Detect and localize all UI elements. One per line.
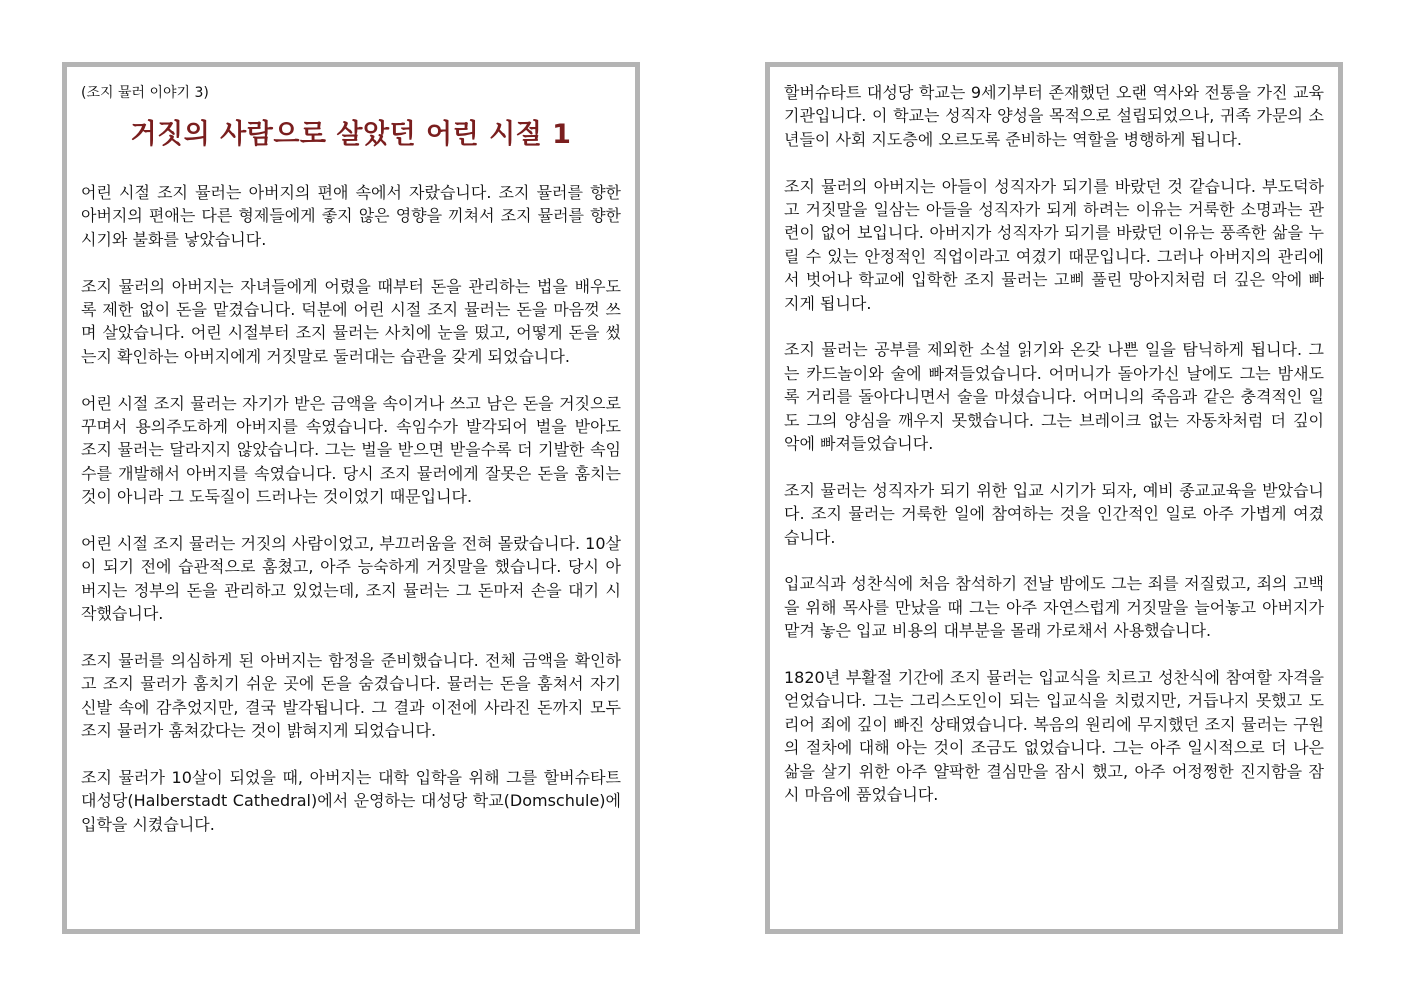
paragraph: 어린 시절 조지 뮬러는 자기가 받은 금액을 속이거나 쓰고 남은 돈을 거짓으로 꾸며서 용의주도하게 아버지를 속였습니다. 속임수가 발각되어 벌을 받아도 조지 뮬러는 달라지지 않았습니다. 그는 벌을 받으면 받을수록 더 기발한 속임수를 개발해서 아버지를 속였습니다. 당시 조지 뮬러에게 잘못은 돈을 훔치는 것이 아니라 그 도둑질이 드러나는 것이었기 때문입니다.: [81, 393, 621, 507]
left-page: [62, 62, 640, 934]
paragraph: 조지 뮬러가 10살이 되었을 때, 아버지는 대학 입학을 위해 그를 할버슈타트 대성당(Halberstadt Cathedral)에서 운영하는 대성당 학교(Domschule)에 입학을 시켰습니다.: [81, 768, 621, 834]
paragraph: 어린 시절 조지 뮬러는 거짓의 사람이었고, 부끄러움을 전혀 몰랐습니다. 10살이 되기 전에 습관적으로 훔쳤고, 아주 능숙하게 거짓말을 했습니다. 당시 아버지는 정부의 돈을 관리하고 있었는데, 조지 뮬러는 그 돈마저 손을 대기 시작했습니다.: [81, 534, 621, 624]
paragraph: 조지 뮬러는 성직자가 되기 위한 입교 시기가 되자, 예비 종교교육을 받았습니다. 조지 뮬러는 거룩한 일에 참여하는 것을 인간적인 일로 아주 가볍게 여겼습니다.: [784, 480, 1324, 547]
paragraph: 어린 시절 조지 뮬러는 아버지의 편애 속에서 자랐습니다. 조지 뮬러를 향한 아버지의 편애는 다른 형제들에게 좋지 않은 영향을 끼쳐서 조지 뮬러를 향한 시기와 불화를 낳았습니다.: [81, 183, 621, 249]
right-page: [765, 62, 1343, 934]
paragraph: 조지 뮬러는 공부를 제외한 소설 읽기와 온갖 나쁜 일을 탐닉하게 됩니다. 그는 카드놀이와 술에 빠져들었습니다. 어머니가 돌아가신 날에도 그는 밤새도록 거리를 돌아다니면서 술을 마셨습니다. 어머니의 죽음과 같은 충격적인 일도 그의 양심을 깨우지 못했습니다. 그는 브레이크 없는 자동차처럼 더 깊이 악에 빠져들었습니다.: [784, 340, 1324, 454]
page-title: 거짓의 사람으로 살았던 어린 시절 1: [130, 119, 572, 150]
paragraph: 조지 뮬러의 아버지는 자녀들에게 어렸을 때부터 돈을 관리하는 법을 배우도록 제한 없이 돈을 맡겼습니다. 덕분에 어린 시절 조지 뮬러는 돈을 마음껏 쓰며 살았습니다. 어린 시절부터 조지 뮬러는 사치에 눈을 떴고, 어떻게 돈을 썼는지 확인하는 아버지에게 거짓말로 둘러대는 습관을 갖게 되었습니다.: [81, 276, 621, 366]
paragraph: 1820년 부활절 기간에 조지 뮬러는 입교식을 치르고 성찬식에 참여할 자격을 얻었습니다. 그는 그리스도인이 되는 입교식을 치렀지만, 거듭나지 못했고 도리어 죄에 깊이 빠진 상태였습니다. 복음의 원리에 무지했던 조지 뮬러는 구원의 절차에 대해 아는 것이 조금도 없었습니다. 그는 아주 일시적으로 더 나은 삶을 살기 위한 아주 얄팍한 결심만을 잠시 했고, 아주 어정쩡한 진지함을 잠시 마음에 품었습니다.: [784, 668, 1324, 805]
paragraph: 할버슈타트 대성당 학교는 9세기부터 존재했던 오랜 역사와 전통을 가진 교육 기관입니다. 이 학교는 성직자 양성을 목적으로 설립되었으나, 귀족 가문의 소년들이 사회 지도층에 오르도록 준비하는 역할을 병행하게 됩니다.: [784, 83, 1324, 149]
right-page-content: [784, 81, 1324, 919]
paragraph: 입교식과 성찬식에 처음 참석하기 전날 밤에도 그는 죄를 저질렀고, 죄의 고백을 위해 목사를 만났을 때 그는 아주 자연스럽게 거짓말을 늘어놓고 아버지가 맡겨 놓은 입교 비용의 대부분을 몰래 가로채서 사용했습니다.: [784, 574, 1324, 641]
left-page-content: [81, 81, 621, 919]
paragraph: 조지 뮬러를 의심하게 된 아버지는 함정을 준비했습니다. 전체 금액을 확인하고 조지 뮬러가 훔치기 쉬운 곳에 돈을 숨겼습니다. 뮬러는 돈을 훔쳐서 자기 신발 속에 감추었지만, 결국 발각됩니다. 그 결과 이전에 사라진 돈까지 모두 조지 뮬러가 훔쳐갔다는 것이 밝혀지게 되었습니다.: [81, 651, 621, 741]
paragraph: 조지 뮬러의 아버지는 아들이 성직자가 되기를 바랐던 것 같습니다. 부도덕하고 거짓말을 일삼는 아들을 성직자가 되게 하려는 이유는 거룩한 소명과는 관련이 없어 보입니다. 아버지가 성직자가 되기를 바랐던 이유는 풍족한 삶을 누릴 수 있는 안정적인 직업이라고 여겼기 때문입니다. 그러나 아버지의 관리에서 벗어나 학교에 입학한 조지 뮬러는 고삐 풀린 망아지처럼 더 깊은 악에 빠지게 됩니다.: [784, 176, 1324, 313]
series-label: (조지 뮬러 이야기 3): [81, 85, 209, 101]
